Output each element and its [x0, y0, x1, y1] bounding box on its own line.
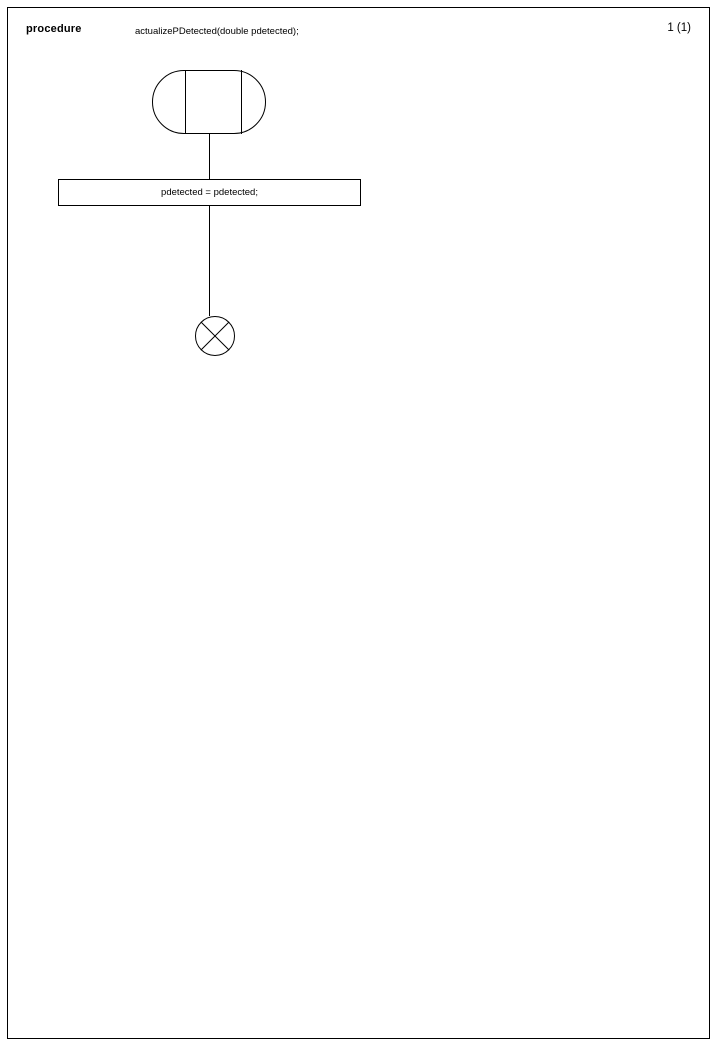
procedure-start-symbol — [152, 70, 266, 134]
task-symbol — [58, 179, 361, 206]
diagram-canvas — [8, 8, 711, 1040]
diagram-page — [7, 7, 710, 1039]
diagram-kind-label: procedure — [26, 23, 82, 35]
page-number: 1 (1) — [667, 22, 691, 34]
start-symbol-divider-right — [241, 70, 242, 134]
flow-line-task-to-return — [209, 206, 210, 316]
task-text: pdetected = pdetected; — [161, 187, 258, 198]
procedure-signature: actualizePDetected(double pdetected); — [135, 26, 299, 37]
start-symbol-shape — [152, 70, 266, 134]
flow-line-start-to-task — [209, 134, 210, 179]
start-symbol-divider-left — [185, 70, 186, 134]
procedure-return-symbol — [195, 316, 235, 356]
